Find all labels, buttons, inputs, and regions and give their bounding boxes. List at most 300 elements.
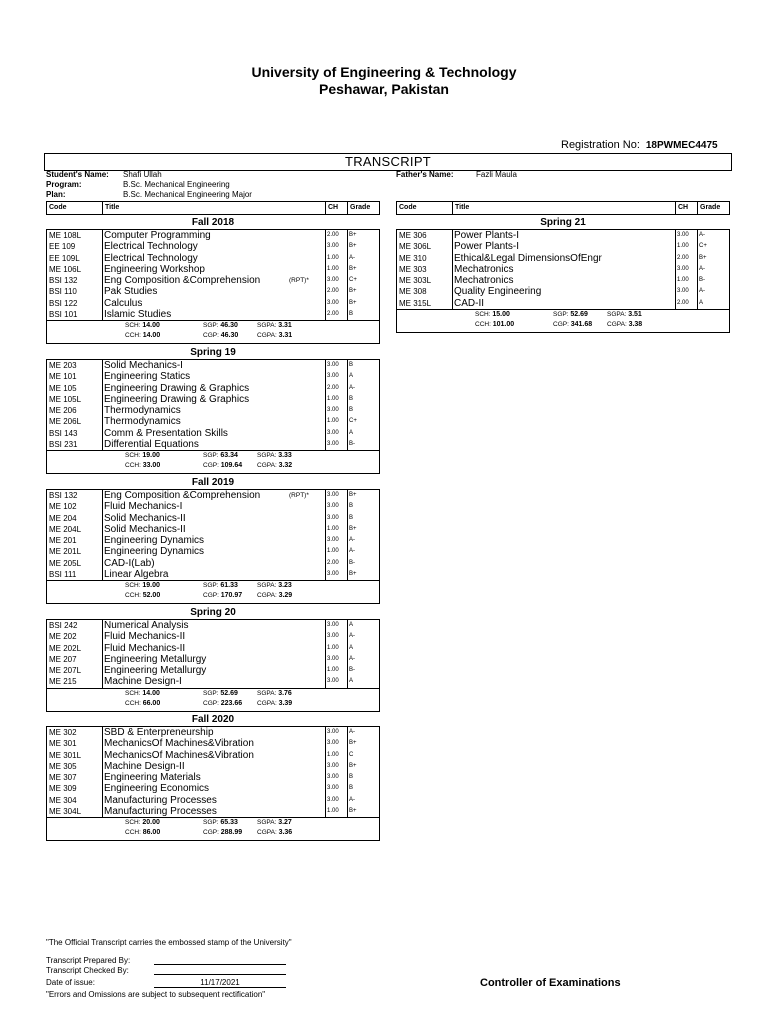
course-row (47, 524, 379, 535)
col-code: Code (399, 204, 417, 211)
course-credit-hours: 3.00 (327, 571, 339, 578)
cch-label: CCH: (125, 829, 141, 837)
course-row (47, 620, 379, 631)
course-grade: B (349, 774, 354, 781)
course-code: EE 109L (49, 253, 80, 263)
cgpa-value: 3.36 (278, 829, 293, 837)
course-credit-hours: 3.00 (327, 299, 339, 306)
course-credit-hours: 3.00 (327, 678, 339, 685)
sch-label: SCH: (125, 582, 141, 590)
course-row (47, 298, 379, 309)
course-row (47, 783, 379, 794)
course-credit-hours: 1.00 (677, 277, 689, 284)
course-grade: B (349, 395, 354, 402)
program-label: Program: (46, 180, 82, 189)
course-code: ME 201 (49, 536, 77, 546)
course-title: Power Plants-I (454, 230, 520, 241)
course-list (397, 230, 729, 310)
course-credit-hours: 1.00 (327, 254, 339, 261)
course-credit-hours: 3.00 (327, 362, 339, 368)
cgp-value: 109.64 (220, 462, 243, 470)
semester-spring-21 (396, 217, 730, 333)
cgpa-value: 3.38 (628, 321, 643, 329)
cgp (203, 592, 242, 599)
course-title: Calculus (104, 297, 143, 309)
sgp-label: SGP: (203, 452, 219, 460)
course-grade: B (349, 503, 354, 510)
cch (475, 321, 514, 328)
course-grade: A- (699, 288, 705, 295)
course-grade: B+ (349, 525, 357, 532)
course-grade: C (349, 751, 354, 758)
course-code: ME 315L (399, 298, 432, 308)
course-grade: B+ (349, 232, 357, 238)
cch-value: 52.00 (142, 592, 161, 600)
course-row (397, 241, 729, 252)
course-code: ME 207 (49, 654, 77, 664)
course-title: Manufacturing Processes (104, 794, 217, 806)
sgpa-label: SGPA: (257, 582, 277, 590)
stamp-note: "The Official Transcript carries the embossed stamp of the University" (46, 938, 292, 947)
semester-table (46, 359, 380, 474)
student-name-label: Student's Name: (46, 170, 109, 179)
course-row (47, 286, 379, 297)
course-code: BSI 132 (49, 491, 78, 500)
course-grade: B (349, 785, 354, 792)
cgpa (257, 592, 292, 599)
course-title: Solid Mechanics-II (104, 523, 186, 535)
course-credit-hours: 3.00 (677, 232, 689, 238)
course-grade: A (349, 644, 354, 651)
university-location: Peshawar, Pakistan (319, 81, 449, 97)
sgp-label: SGP: (203, 689, 219, 697)
sgp (203, 322, 238, 329)
course-credit-hours: 2.00 (327, 384, 339, 391)
sgp-label: SGP: (553, 311, 569, 319)
course-code: ME 301L (49, 750, 82, 760)
course-code: ME 204 (49, 513, 77, 523)
cch (125, 829, 160, 836)
course-credit-hours: 3.00 (327, 729, 339, 735)
course-grade: A (349, 373, 354, 380)
course-row (47, 230, 379, 241)
sch-label: SCH: (125, 322, 141, 330)
course-credit-hours: 2.00 (327, 288, 339, 295)
cch-value: 66.00 (142, 699, 161, 707)
course-credit-hours: 1.00 (327, 418, 339, 425)
cgp-label: CGP: (203, 332, 219, 340)
course-credit-hours: 3.00 (327, 796, 339, 803)
course-code: ME 305 (49, 761, 77, 771)
course-grade: B (349, 311, 354, 318)
plan-value: B.Sc. Mechanical Engineering Major (123, 190, 252, 199)
course-title: Machine Design-I (104, 676, 182, 688)
course-code: ME 303 (399, 264, 427, 274)
course-list (47, 490, 379, 581)
cch-value: 14.00 (142, 332, 161, 340)
course-title: Thermodynamics (104, 405, 181, 417)
sch-label: SCH: (475, 311, 491, 319)
course-grade: B- (349, 667, 355, 674)
checked-by-line (154, 966, 286, 975)
course-grade: B+ (349, 243, 357, 250)
course-code: ME 309 (49, 784, 77, 794)
date-label: Date of issue: (46, 978, 95, 987)
course-grade: B- (349, 441, 355, 448)
student-info (46, 170, 726, 200)
sgpa-label: SGPA: (257, 452, 277, 460)
course-credit-hours: 2.00 (677, 299, 689, 306)
course-credit-hours: 3.00 (327, 503, 339, 510)
sgpa (257, 819, 292, 826)
col-grade: Grade (347, 202, 370, 214)
course-row (47, 558, 379, 569)
course-row (47, 360, 379, 371)
course-row (47, 535, 379, 546)
course-grade: A- (349, 655, 355, 662)
sch-label: SCH: (125, 689, 141, 697)
col-title: Title (102, 202, 119, 214)
course-title: Thermodynamics (104, 416, 181, 428)
course-row (397, 286, 729, 297)
cgp-value: 341.68 (570, 321, 593, 329)
sgp-label: SGP: (203, 322, 219, 330)
course-code: ME 106L (49, 264, 82, 274)
cgpa-value: 3.39 (278, 699, 293, 707)
course-title: Solid Mechanics-II (104, 512, 186, 524)
course-title: Electrical Technology (104, 241, 198, 253)
cgpa (257, 700, 292, 707)
course-row (47, 253, 379, 264)
semester-title: Spring 19 (190, 347, 236, 358)
semester-title: Spring 20 (190, 607, 236, 618)
course-credit-hours: 1.00 (327, 644, 339, 651)
course-title: Ethical&Legal DimensionsOfEngr (454, 252, 602, 264)
course-credit-hours: 3.00 (327, 407, 339, 414)
course-title: Electrical Technology (104, 252, 198, 264)
course-credit-hours: 2.00 (327, 232, 339, 238)
course-grade: A- (349, 548, 355, 555)
course-title: Differential Equations (104, 439, 199, 451)
course-code: ME 307 (49, 773, 77, 783)
course-credit-hours: 3.00 (327, 622, 339, 628)
course-credit-hours: 3.00 (677, 288, 689, 295)
course-grade: B+ (349, 299, 357, 306)
course-code: ME 306L (399, 242, 432, 252)
course-title: Engineering Dynamics (104, 546, 205, 558)
cgpa (257, 462, 292, 469)
cgp-label: CGP: (203, 699, 219, 707)
course-grade: A- (699, 265, 705, 272)
course-title: CAD-II (454, 297, 484, 309)
cgp (203, 829, 242, 836)
prepared-by-label: Transcript Prepared By: (46, 956, 131, 965)
course-credit-hours: 3.00 (327, 655, 339, 662)
course-title: MechanicsOf Machines&Vibration (104, 749, 254, 761)
course-title: Engineering Drawing & Graphics (104, 382, 250, 394)
course-title: SBD & Enterpreneurship (104, 727, 214, 738)
cgpa (607, 321, 642, 328)
course-title: Eng Composition &Comprehension (104, 275, 261, 287)
registration-number: 18PWMEC4475 (645, 140, 718, 151)
course-grade: B- (699, 277, 705, 284)
course-grade: C+ (699, 243, 707, 250)
course-credit-hours: 3.00 (327, 492, 339, 498)
plan-label: Plan: (46, 190, 66, 199)
cgpa-label: CGPA: (257, 592, 277, 600)
course-row (47, 490, 379, 501)
sch-label: SCH: (125, 452, 141, 460)
course-title: Eng Composition &Comprehension (104, 490, 261, 501)
course-grade: B (349, 362, 354, 368)
cgpa-label: CGPA: (257, 699, 277, 707)
course-title: Machine Design-II (104, 760, 185, 772)
course-title: Fluid Mechanics-II (104, 642, 186, 654)
course-title: Engineering Dynamics (104, 535, 205, 547)
cch-label: CCH: (125, 462, 141, 470)
course-grade: B (349, 514, 354, 521)
semester-totals (397, 310, 729, 332)
semester-spring-19 (46, 347, 380, 474)
course-grade: A (349, 622, 354, 628)
cch-label: CCH: (475, 321, 491, 329)
semester-fall-2019 (46, 477, 380, 604)
course-code: BSI 111 (49, 570, 77, 580)
course-row (397, 230, 729, 241)
course-credit-hours: 3.00 (327, 762, 339, 769)
cgp-label: CGP: (203, 829, 219, 837)
course-grade: C+ (349, 418, 357, 425)
cgp (553, 321, 592, 328)
cgp (203, 462, 242, 469)
cch (125, 332, 160, 339)
cgp-label: CGP: (203, 462, 219, 470)
sch-value: 19.00 (142, 452, 160, 460)
cgp-value: 288.99 (220, 829, 243, 837)
course-credit-hours: 1.00 (327, 667, 339, 674)
course-list (47, 230, 379, 321)
course-title: Islamic Studies (104, 309, 172, 321)
course-grade: B- (349, 559, 355, 566)
course-credit-hours: 2.00 (677, 254, 689, 261)
course-code: ME 306 (399, 231, 427, 240)
course-grade: A (349, 429, 354, 436)
cch-label: CCH: (125, 592, 141, 600)
cch-value: 86.00 (142, 829, 161, 837)
semester-totals (47, 451, 379, 473)
course-row (47, 439, 379, 450)
cgpa-label: CGPA: (257, 332, 277, 340)
sch (475, 311, 510, 318)
course-row (47, 761, 379, 772)
transcript-title: TRANSCRIPT (44, 153, 732, 171)
sgp (203, 582, 238, 589)
university-name: University of Engineering & Technology (251, 64, 517, 80)
course-title: Engineering Metallurgy (104, 665, 207, 677)
course-grade: A- (349, 384, 355, 391)
course-title: Solid Mechanics-I (104, 360, 183, 371)
course-grade: B+ (349, 492, 357, 498)
course-code: BSI 122 (49, 298, 78, 308)
sgpa-value: 3.76 (278, 689, 292, 697)
course-grade: B+ (349, 762, 357, 769)
course-code: BSI 132 (49, 276, 78, 286)
course-row (47, 727, 379, 738)
cgp (203, 700, 242, 707)
sch-value: 14.00 (142, 689, 160, 697)
cgpa-label: CGPA: (257, 462, 277, 470)
semester-title: Spring 21 (540, 217, 586, 228)
course-code: ME 202L (49, 643, 82, 653)
semester-title: Fall 2020 (191, 714, 235, 725)
course-code: BSI 231 (49, 440, 78, 450)
course-row (47, 394, 379, 405)
semester-fall-2018 (46, 217, 380, 344)
course-row (47, 383, 379, 394)
course-code: ME 308 (399, 287, 427, 297)
course-row (47, 275, 379, 286)
course-title: Engineering Workshop (104, 263, 205, 275)
sgp-value: 63.34 (220, 452, 238, 460)
course-row (47, 772, 379, 783)
course-code: ME 301 (49, 739, 77, 749)
sgp-label: SGP: (203, 582, 219, 590)
course-grade: A (349, 678, 354, 685)
cgp-value: 46.30 (220, 332, 239, 340)
semester-fall-2020 (46, 714, 380, 841)
course-title: Engineering Metallurgy (104, 653, 207, 665)
course-title: Mechatronics (454, 263, 514, 275)
course-row (47, 665, 379, 676)
cch (125, 592, 160, 599)
course-title: Mechatronics (454, 275, 514, 287)
course-row (47, 654, 379, 665)
course-title: Fluid Mechanics-II (104, 631, 186, 643)
column-header-right (396, 201, 730, 215)
course-code: ME 207L (49, 666, 82, 676)
course-row (47, 676, 379, 687)
course-code: ME 202 (49, 632, 77, 642)
program-value: B.Sc. Mechanical Engineering (123, 180, 230, 189)
errors-note: "Errors and Omissions are subject to subsequent rectification" (46, 990, 266, 999)
cgpa (257, 829, 292, 836)
col-code: Code (49, 204, 67, 211)
course-title: Numerical Analysis (104, 620, 189, 631)
sgpa (257, 582, 292, 589)
course-row (47, 806, 379, 817)
course-code: ME 102 (49, 502, 77, 512)
sgpa-value: 3.33 (278, 452, 292, 460)
course-grade: B+ (349, 265, 357, 272)
course-title: Linear Algebra (104, 569, 169, 581)
sgpa (257, 322, 292, 329)
course-title: Engineering Drawing & Graphics (104, 393, 250, 405)
course-credit-hours: 1.00 (327, 808, 339, 815)
semester-table (46, 489, 380, 604)
semester-table (396, 229, 730, 333)
course-list (47, 620, 379, 689)
semester-title: Fall 2018 (191, 217, 235, 228)
sch (125, 322, 160, 329)
course-credit-hours: 1.00 (327, 265, 339, 272)
course-row (397, 264, 729, 275)
course-row (47, 241, 379, 252)
sch-label: SCH: (125, 819, 141, 827)
cgpa-label: CGPA: (257, 829, 277, 837)
sgpa-value: 3.23 (278, 582, 292, 590)
course-code: ME 205L (49, 558, 82, 568)
course-code: ME 101 (49, 372, 77, 382)
course-title: Engineering Economics (104, 783, 210, 795)
semester-totals (47, 689, 379, 711)
cgp-value: 223.66 (220, 699, 243, 707)
semester-table (46, 726, 380, 841)
cch (125, 700, 160, 707)
course-row (47, 501, 379, 512)
course-credit-hours: 3.00 (327, 373, 339, 380)
course-grade: A- (349, 729, 355, 735)
course-code: ME 206 (49, 406, 77, 416)
course-row (47, 738, 379, 749)
cch-value: 101.00 (492, 321, 515, 329)
course-row (47, 795, 379, 806)
course-title: Manufacturing Processes (104, 806, 217, 818)
course-grade: B (349, 407, 354, 414)
sch-value: 20.00 (142, 819, 160, 827)
semester-totals (47, 581, 379, 603)
course-code: BSI 110 (49, 287, 77, 297)
course-code: BSI 242 (49, 621, 78, 630)
course-code: ME 108L (49, 231, 82, 240)
cch-label: CCH: (125, 699, 141, 707)
course-credit-hours: 1.00 (327, 525, 339, 532)
sgp-value: 52.69 (570, 311, 588, 319)
course-row (47, 750, 379, 761)
course-credit-hours: 1.00 (677, 243, 689, 250)
sgp (203, 690, 238, 697)
sgp-label: SGP: (203, 819, 219, 827)
course-row (397, 275, 729, 286)
course-row (47, 631, 379, 642)
sgpa-label: SGPA: (257, 689, 277, 697)
sgpa-label: SGPA: (257, 819, 277, 827)
student-name: Shafi Ullah (123, 170, 162, 179)
course-grade: B+ (349, 571, 357, 578)
course-grade: A- (349, 537, 355, 544)
sch-value: 14.00 (142, 322, 160, 330)
course-row (47, 309, 379, 320)
course-grade: C+ (349, 277, 357, 284)
semester-table (46, 229, 380, 344)
course-grade: A- (699, 232, 705, 238)
course-credit-hours: 3.00 (327, 633, 339, 640)
course-credit-hours: 3.00 (327, 243, 339, 250)
course-credit-hours: 3.00 (327, 740, 339, 747)
controller-of-examinations: Controller of Examinations (480, 977, 621, 989)
course-code: ME 304 (49, 795, 77, 805)
course-title: Fluid Mechanics-I (104, 501, 183, 513)
column-header-left (46, 201, 380, 215)
semester-spring-20 (46, 607, 380, 712)
cgpa (257, 332, 292, 339)
cch-value: 33.00 (142, 462, 161, 470)
course-grade: A- (349, 796, 355, 803)
sch-value: 19.00 (142, 582, 160, 590)
course-row (47, 569, 379, 580)
course-title: Engineering Materials (104, 772, 201, 784)
sgpa (607, 311, 642, 318)
course-grade: B+ (699, 254, 707, 261)
